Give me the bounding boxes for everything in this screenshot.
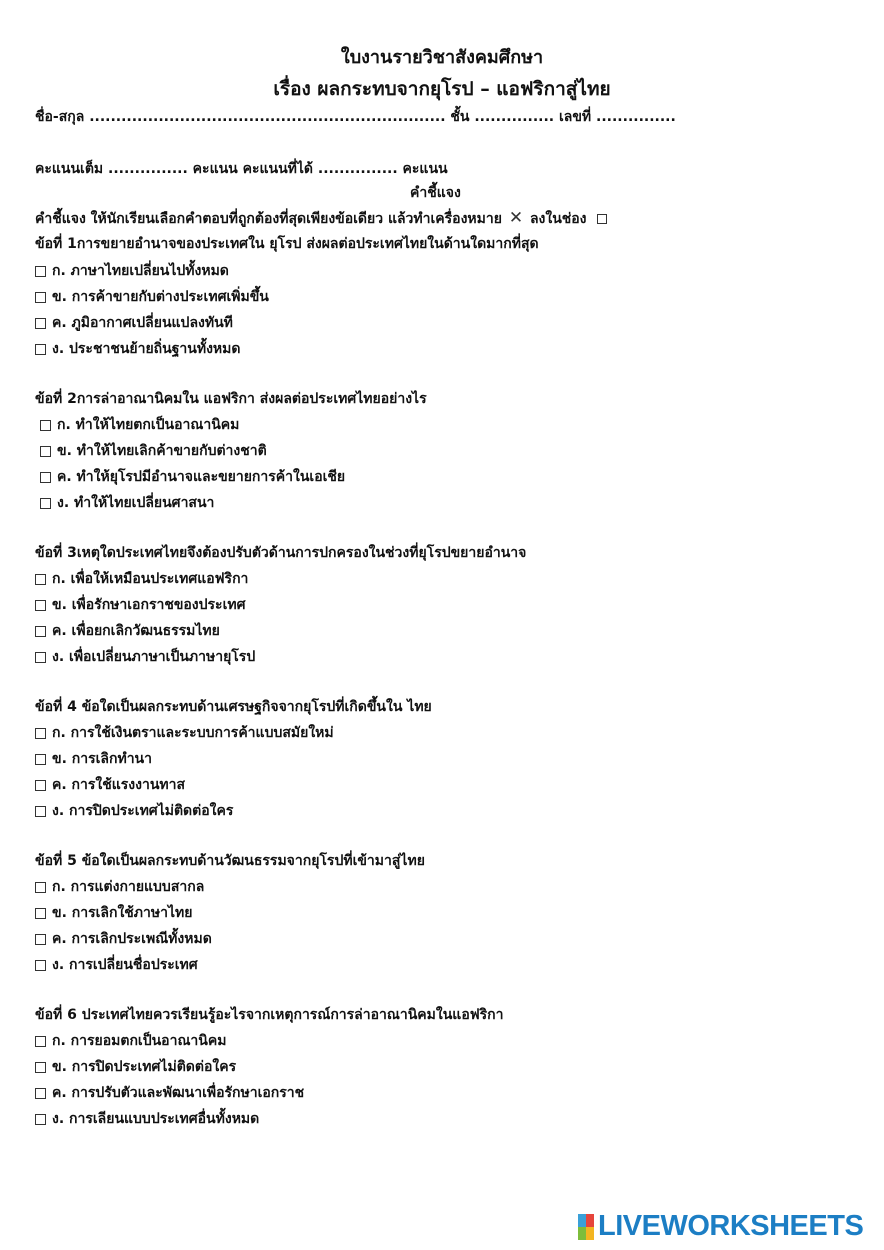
name-class-number-line: ชื่อ-สกุล ................................................................... ชั้น ............... เลขที่ ............... (35, 109, 676, 125)
question-1-option-d[interactable]: ง. ประชาชนย้ายถิ่นฐานทั้งหมด (35, 338, 240, 360)
answer-checkbox[interactable] (35, 600, 46, 611)
question-5-text: ข้อที่ 5 ข้อใดเป็นผลกระทบด้านวัฒนธรรมจากยุโรปที่เข้ามาสู่ไทย (35, 853, 425, 869)
answer-checkbox[interactable] (40, 420, 51, 431)
worksheet-subtitle: เรื่อง ผลกระทบจากยุโรป – แอฟริกาสู่ไทย (273, 78, 611, 100)
answer-checkbox[interactable] (35, 1036, 46, 1047)
question-1-text: ข้อที่ 1การขยายอำนาจของประเทศใน ยุโรป ส่งผลต่อประเทศไทยในด้านใดมากที่สุด (35, 236, 539, 252)
answer-checkbox[interactable] (40, 472, 51, 483)
question-3-option-b[interactable]: ข. เพื่อรักษาเอกราชของประเทศ (35, 594, 245, 616)
question-1-option-b[interactable]: ข. การค้าขายกับต่างประเทศเพิ่มขึ้น (35, 286, 269, 308)
answer-checkbox[interactable] (35, 934, 46, 945)
answer-checkbox[interactable] (35, 1088, 46, 1099)
question-4-option-c[interactable]: ค. การใช้แรงงานทาส (35, 774, 185, 796)
question-5-option-b[interactable]: ข. การเลิกใช้ภาษาไทย (35, 902, 192, 924)
answer-checkbox[interactable] (35, 574, 46, 585)
liveworksheets-logo-icon (578, 1214, 594, 1240)
instructions-line (35, 208, 607, 230)
instructions-heading: คำชี้แจง (410, 185, 461, 201)
question-2-option-a[interactable]: ก. ทำให้ไทยตกเป็นอาณานิคม (40, 414, 239, 436)
question-3-option-a[interactable]: ก. เพื่อให้เหมือนประเทศแอฟริกา (35, 568, 248, 590)
question-1-option-c[interactable]: ค. ภูมิอากาศเปลี่ยนแปลงทันที (35, 312, 233, 334)
answer-checkbox[interactable] (35, 266, 46, 277)
question-6-option-a[interactable]: ก. การยอมตกเป็นอาณานิคม (35, 1030, 226, 1052)
question-5-option-a[interactable]: ก. การแต่งกายแบบสากล (35, 876, 204, 898)
answer-checkbox[interactable] (35, 960, 46, 971)
answer-checkbox[interactable] (35, 344, 46, 355)
question-5-option-d[interactable]: ง. การเปลี่ยนชื่อประเทศ (35, 954, 198, 976)
worksheet-title: ใบงานรายวิชาสังคมศึกษา (340, 47, 544, 68)
answer-checkbox[interactable] (35, 780, 46, 791)
answer-checkbox[interactable] (35, 908, 46, 919)
question-2-option-c[interactable]: ค. ทำให้ยุโรปมีอำนาจและขยายการค้าในเอเชีย (40, 466, 345, 488)
question-3-text: ข้อที่ 3เหตุใดประเทศไทยจึงต้องปรับตัวด้านการปกครองในช่วงที่ยุโรปขยายอำนาจ (35, 545, 527, 561)
answer-checkbox[interactable] (35, 728, 46, 739)
answer-checkbox[interactable] (35, 318, 46, 329)
liveworksheets-logo (578, 1210, 863, 1243)
answer-checkbox[interactable] (35, 806, 46, 817)
question-3-option-d[interactable]: ง. เพื่อเปลี่ยนภาษาเป็นภาษายุโรป (35, 646, 255, 668)
liveworksheets-logo-text: LIVEWORKSHEETS (598, 1210, 864, 1242)
question-3-option-c[interactable]: ค. เพื่อยกเลิกวัฒนธรรมไทย (35, 620, 220, 642)
answer-checkbox[interactable] (35, 754, 46, 765)
question-6-option-c[interactable]: ค. การปรับตัวและพัฒนาเพื่อรักษาเอกราช (35, 1082, 304, 1104)
question-6-text: ข้อที่ 6 ประเทศไทยควรเรียนรู้อะไรจากเหตุการณ์การล่าอาณานิคมในแอฟริกา (35, 1007, 504, 1023)
question-2-option-b[interactable]: ข. ทำให้ไทยเลิกค้าขายกับต่างชาติ (40, 440, 267, 462)
answer-checkbox[interactable] (35, 626, 46, 637)
answer-checkbox[interactable] (35, 1114, 46, 1125)
question-2-option-d[interactable]: ง. ทำให้ไทยเปลี่ยนศาสนา (40, 492, 214, 514)
question-6-option-d[interactable]: ง. การเลียนแบบประเทศอื่นทั้งหมด (35, 1108, 259, 1130)
answer-checkbox[interactable] (40, 498, 51, 509)
checkbox-example-icon (597, 214, 607, 224)
question-1-option-a[interactable]: ก. ภาษาไทยเปลี่ยนไปทั้งหมด (35, 260, 229, 282)
question-4-option-d[interactable]: ง. การปิดประเทศไม่ติดต่อใคร (35, 800, 233, 822)
answer-checkbox[interactable] (35, 882, 46, 893)
cross-mark-icon: ✕ (508, 208, 524, 228)
question-4-option-a[interactable]: ก. การใช้เงินตราและระบบการค้าแบบสมัยใหม่ (35, 722, 334, 744)
question-2-text: ข้อที่ 2การล่าอาณานิคมใน แอฟริกา ส่งผลต่อประเทศไทยอย่างไร (35, 391, 427, 407)
answer-checkbox[interactable] (35, 292, 46, 303)
answer-checkbox[interactable] (35, 652, 46, 663)
score-line: คะแนนเต็ม ............... คะแนน คะแนนที่ได้ ............... คะแนน (35, 161, 448, 177)
question-6-option-b[interactable]: ข. การปิดประเทศไม่ติดต่อใคร (35, 1056, 236, 1078)
question-4-text: ข้อที่ 4 ข้อใดเป็นผลกระทบด้านเศรษฐกิจจากยุโรปที่เกิดขึ้นใน ไทย (35, 699, 432, 715)
instructions-text-end: ลงในช่อง (529, 211, 587, 227)
instructions-text: คำชี้แจง ให้นักเรียนเลือกคำตอบที่ถูกต้องที่สุดเพียงข้อเดียว แล้วทำเครื่องหมาย (35, 211, 502, 227)
question-5-option-c[interactable]: ค. การเลิกประเพณีทั้งหมด (35, 928, 212, 950)
question-4-option-b[interactable]: ข. การเลิกทำนา (35, 748, 152, 770)
answer-checkbox[interactable] (35, 1062, 46, 1073)
answer-checkbox[interactable] (40, 446, 51, 457)
